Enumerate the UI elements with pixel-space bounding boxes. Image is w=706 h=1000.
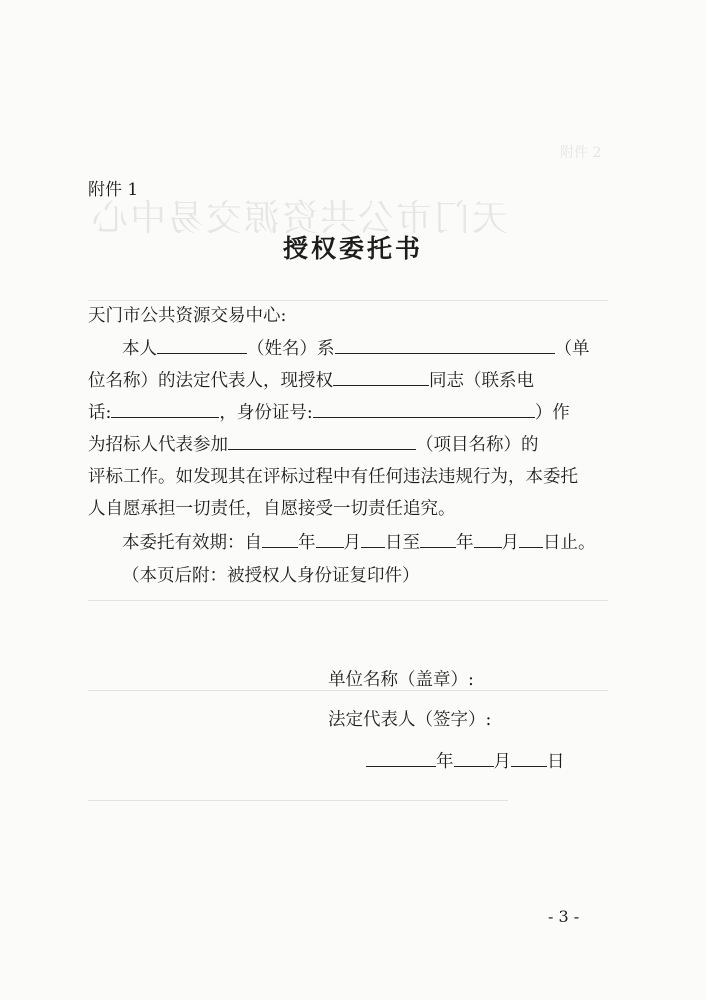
name-blank[interactable] bbox=[157, 333, 247, 354]
unit-seal-label: 单位名称（盖章）: bbox=[328, 670, 474, 690]
unit-name-blank[interactable] bbox=[335, 333, 555, 354]
attachment-label: 附件 1 bbox=[88, 180, 139, 200]
body-line-6: 人自愿承担一切责任，自愿接受一切责任追究。 bbox=[88, 499, 456, 519]
legal-rep-signature-label: 法定代表人（签字）: bbox=[328, 710, 492, 730]
start-day-blank[interactable] bbox=[361, 527, 385, 548]
bleed-through-line bbox=[88, 600, 608, 601]
body-line-1: 本人 （姓名）系 （单 bbox=[122, 333, 590, 365]
recipient: 天门市公共资源交易中心: bbox=[88, 306, 287, 326]
project-name-blank[interactable] bbox=[228, 429, 416, 450]
id-number-blank[interactable] bbox=[313, 397, 535, 418]
end-day-blank[interactable] bbox=[519, 527, 543, 548]
page-number: - 3 - bbox=[548, 907, 580, 926]
bleed-through-text: 天门市公共资源交易中心 bbox=[90, 198, 509, 239]
signature-date: 年 月 日 bbox=[366, 746, 565, 773]
end-year-blank[interactable] bbox=[420, 527, 456, 548]
end-month-blank[interactable] bbox=[474, 527, 502, 548]
start-month-blank[interactable] bbox=[316, 527, 344, 548]
body-line-2: 位名称）的法定代表人，现授权 同志（联系电 bbox=[88, 365, 534, 397]
body-line-5: 评标工作。如发现其在评标过程中有任何违法违规行为，本委托 bbox=[88, 467, 578, 487]
sign-month-blank[interactable] bbox=[454, 746, 494, 767]
authorized-person-blank[interactable] bbox=[333, 365, 429, 386]
sign-year-blank[interactable] bbox=[366, 746, 436, 767]
sign-day-blank[interactable] bbox=[511, 746, 547, 767]
attachment-note: （本页后附：被授权人身份证复印件） bbox=[122, 566, 420, 586]
body-line-4: 为招标人代表参加 （项目名称）的 bbox=[88, 429, 539, 461]
document-title: 授权委托书 bbox=[282, 234, 423, 263]
phone-blank[interactable] bbox=[111, 397, 219, 418]
body-line-3: 话: ，身份证号: ）作 bbox=[88, 397, 570, 429]
start-year-blank[interactable] bbox=[262, 527, 298, 548]
validity-period: 本委托有效期：自 年 月 日至 年 月 日止。 bbox=[122, 527, 596, 559]
bleed-through-text: 附件 2 bbox=[560, 145, 602, 161]
bleed-through-line bbox=[88, 800, 508, 801]
